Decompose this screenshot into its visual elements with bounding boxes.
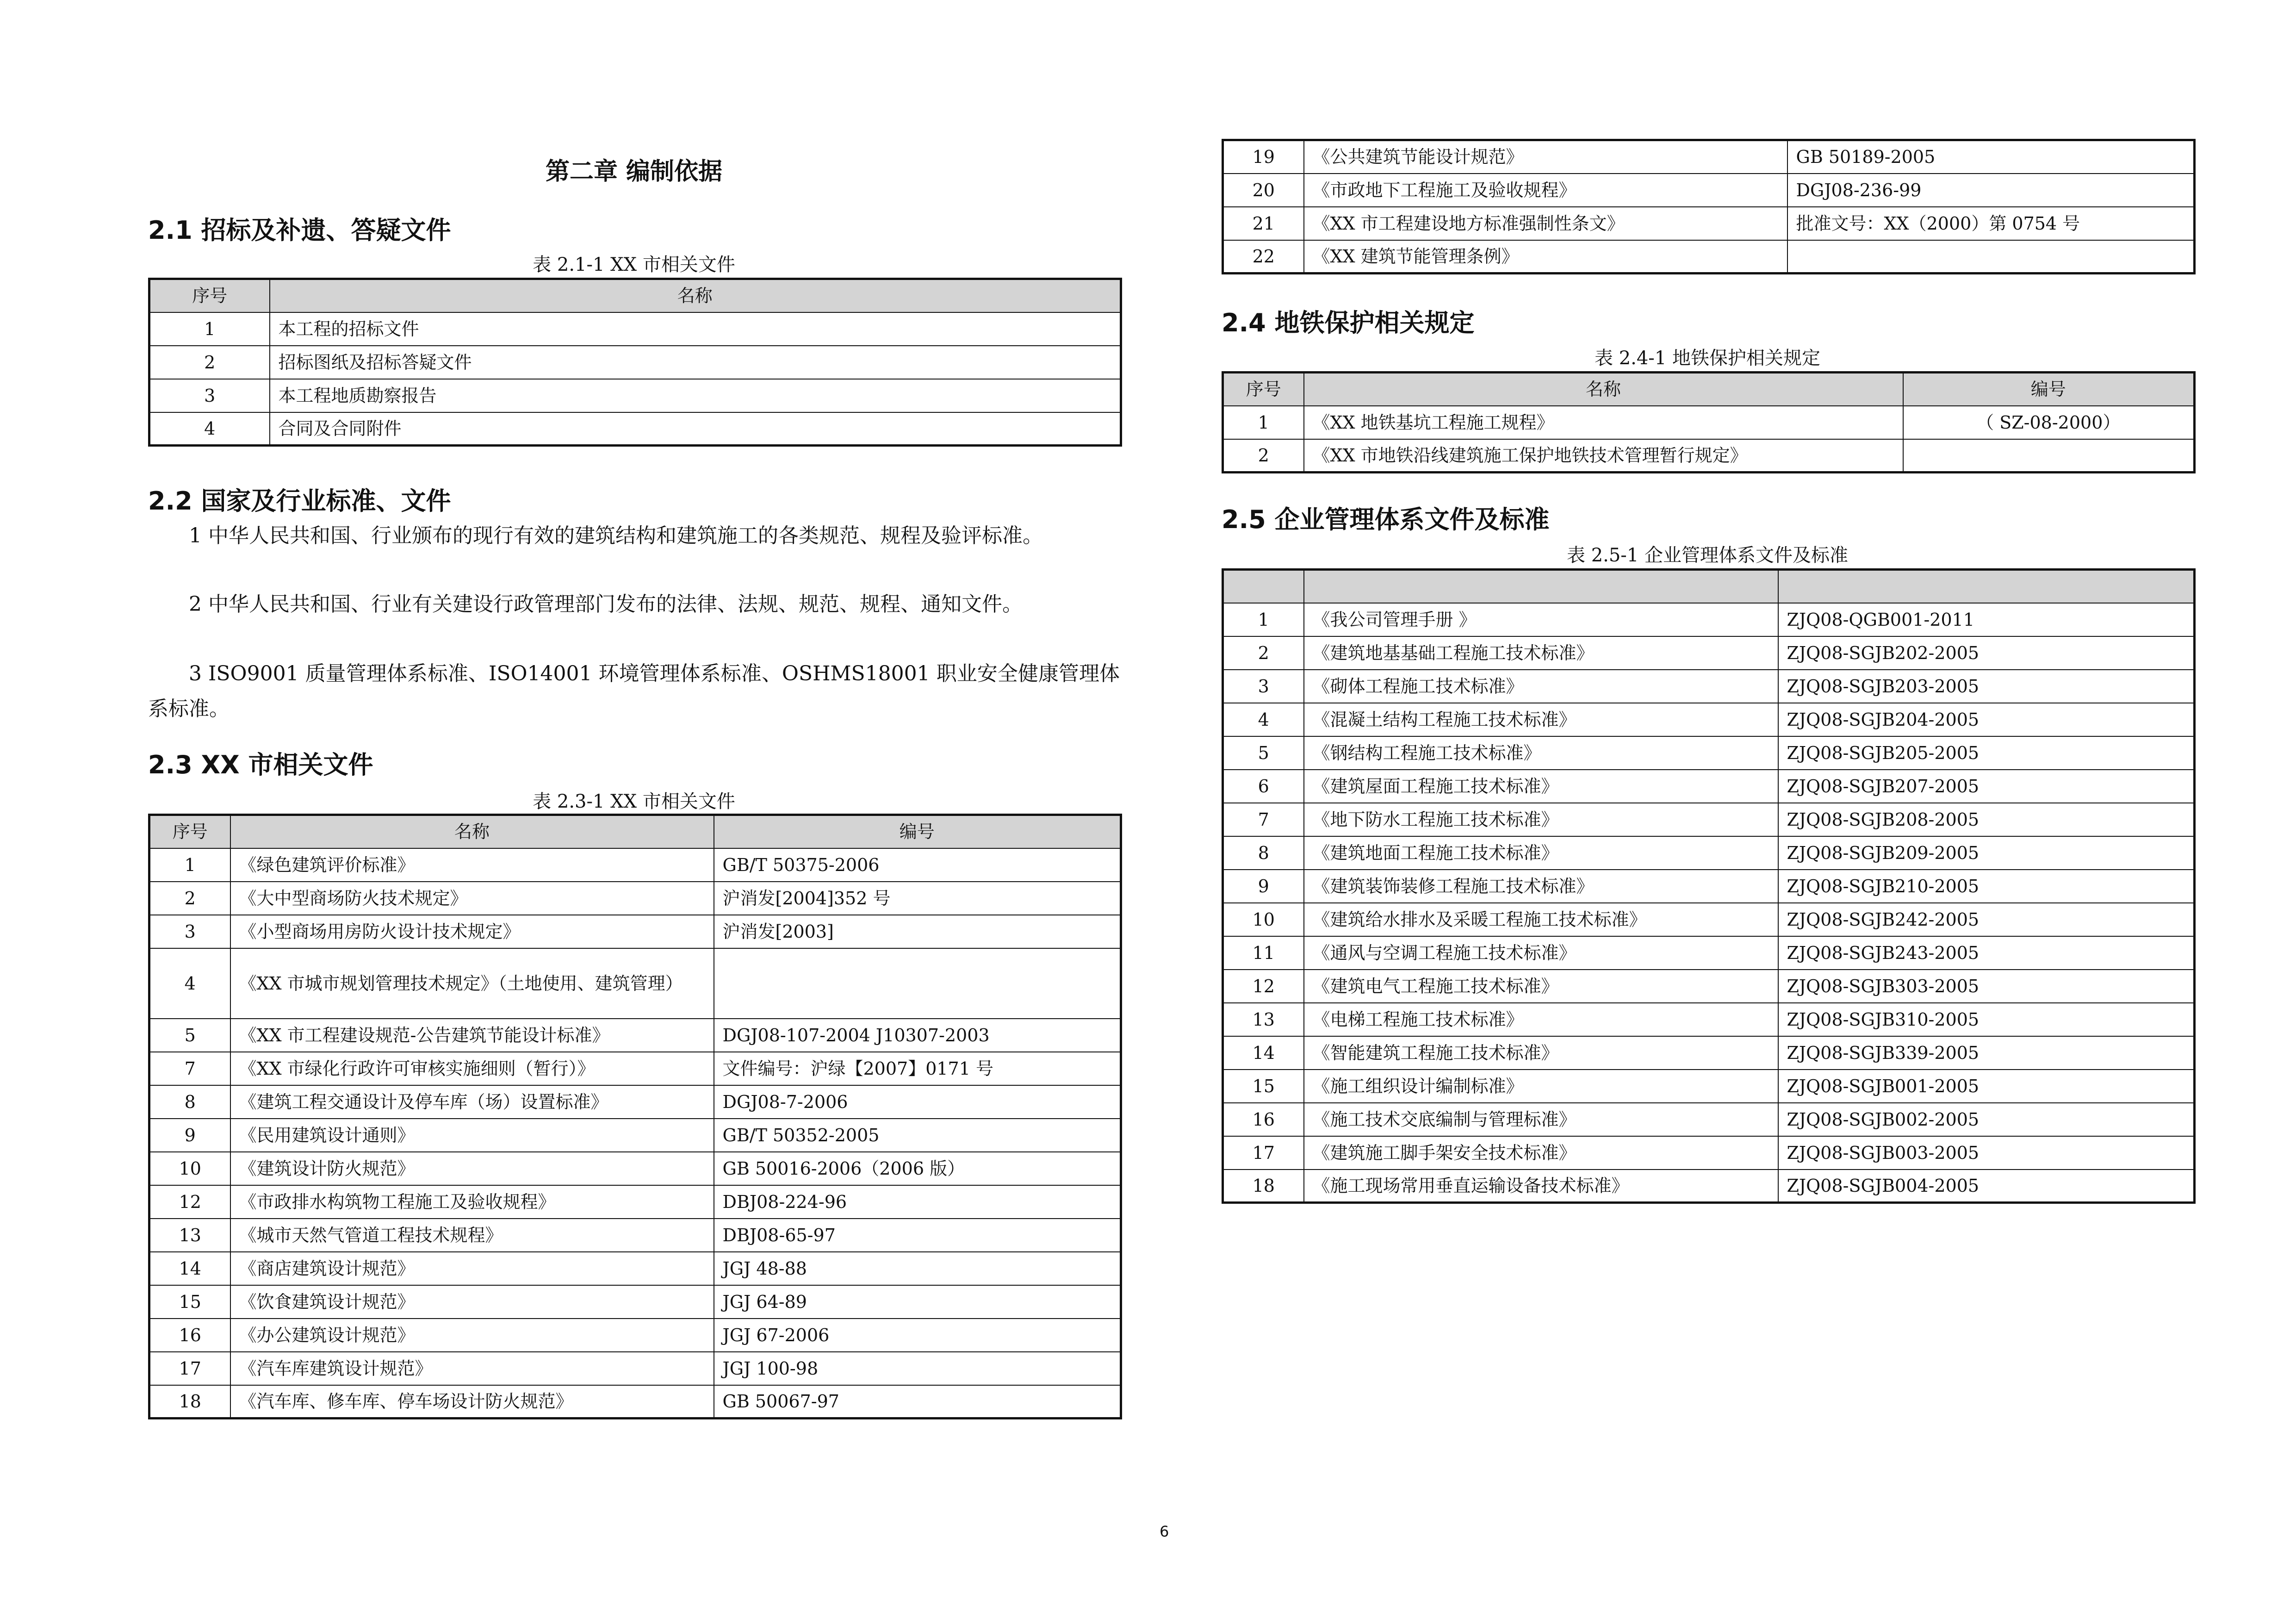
table-row xyxy=(149,948,1121,1019)
cell-index: 7 xyxy=(1223,803,1304,836)
table-row xyxy=(1223,1103,2195,1136)
chapter-title: 第二章 编制依据 xyxy=(545,158,723,186)
cell-code xyxy=(1903,439,2195,473)
cell-index: 18 xyxy=(1223,1170,1304,1203)
table-row xyxy=(1223,936,2195,970)
cell-index: 13 xyxy=(1223,1003,1304,1036)
table-row xyxy=(149,882,1121,915)
cell-name: 《XX 市地铁沿线建筑施工保护地铁技术管理暂行规定》 xyxy=(1304,439,1903,473)
cell-code: ZJQ08-SGJB310-2005 xyxy=(1778,1003,2195,1036)
cell-index: 2 xyxy=(149,882,230,915)
cell-name: 本工程的招标文件 xyxy=(270,312,1121,346)
cell-index: 16 xyxy=(149,1319,230,1352)
cell-name: 《施工技术交底编制与管理标准》 xyxy=(1304,1103,1778,1136)
section-2-1-title: 2.1 招标及补遗、答疑文件 xyxy=(148,216,451,245)
table-row xyxy=(1223,1070,2195,1103)
cell-code: 批准文号：XX（2000）第 0754 号 xyxy=(1787,207,2195,240)
cell-name: 《施工现场常用垂直运输设备技术标准》 xyxy=(1304,1170,1778,1203)
table-row xyxy=(1223,1136,2195,1170)
cell-index: 20 xyxy=(1223,174,1304,207)
cell-code: JGJ 67-2006 xyxy=(714,1319,1121,1352)
table-row xyxy=(1223,836,2195,870)
cell-index: 14 xyxy=(1223,1036,1304,1070)
cell-code: ZJQ08-QGB001-2011 xyxy=(1778,603,2195,636)
cell-index: 17 xyxy=(149,1352,230,1385)
cell-name: 《XX 市工程建设地方标准强制性条文》 xyxy=(1304,207,1787,240)
table-row xyxy=(149,915,1121,948)
table-row xyxy=(1223,970,2195,1003)
cell-index: 10 xyxy=(1223,903,1304,936)
table-row xyxy=(149,1219,1121,1252)
table-row xyxy=(149,1285,1121,1319)
col-header xyxy=(1304,570,1778,603)
cell-name: 《建筑装饰装修工程施工技术标准》 xyxy=(1304,870,1778,903)
table-row xyxy=(149,1052,1121,1085)
table-row xyxy=(1223,1036,2195,1070)
cell-index: 1 xyxy=(149,848,230,882)
cell-index: 21 xyxy=(1223,207,1304,240)
table-row xyxy=(1223,770,2195,803)
col-header xyxy=(1778,570,2195,603)
cell-index: 8 xyxy=(1223,836,1304,870)
cell-name: 《汽车库建筑设计规范》 xyxy=(230,1352,714,1385)
table-row xyxy=(149,1185,1121,1219)
cell-name: 《智能建筑工程施工技术标准》 xyxy=(1304,1036,1778,1070)
table-2-5-1 xyxy=(1222,568,2196,1204)
cell-code: ZJQ08-SGJB205-2005 xyxy=(1778,736,2195,770)
col-header xyxy=(1223,570,1304,603)
table-2-3-1-continued xyxy=(1222,139,2196,274)
table-row xyxy=(149,1252,1121,1285)
cell-name: 本工程地质勘察报告 xyxy=(270,379,1121,412)
cell-index: 2 xyxy=(1223,636,1304,670)
table-row xyxy=(149,848,1121,882)
cell-name: 《建筑工程交通设计及停车库（场）设置标准》 xyxy=(230,1085,714,1119)
cell-index: 18 xyxy=(149,1385,230,1419)
cell-index: 2 xyxy=(1223,439,1304,473)
cell-code: GB/T 50375-2006 xyxy=(714,848,1121,882)
table-header-row xyxy=(149,815,1121,848)
cell-name: 合同及合同附件 xyxy=(270,412,1121,446)
cell-code: DGJ08-236-99 xyxy=(1787,174,2195,207)
cell-index: 17 xyxy=(1223,1136,1304,1170)
table-row xyxy=(1223,803,2195,836)
cell-code: DBJ08-65-97 xyxy=(714,1219,1121,1252)
table-row xyxy=(1223,670,2195,703)
cell-index: 2 xyxy=(149,346,270,379)
cell-index: 10 xyxy=(149,1152,230,1185)
cell-code: ZJQ08-SGJB210-2005 xyxy=(1778,870,2195,903)
cell-index: 1 xyxy=(149,312,270,346)
cell-code: ZJQ08-SGJB203-2005 xyxy=(1778,670,2195,703)
cell-code: 沪消发[2004]352 号 xyxy=(714,882,1121,915)
table-row xyxy=(149,1019,1121,1052)
cell-name: 《小型商场用房防火设计技术规定》 xyxy=(230,915,714,948)
col-header: 名称 xyxy=(270,279,1121,312)
table-row xyxy=(1223,240,2195,274)
table-row xyxy=(149,412,1121,446)
section-2-3-title: 2.3 XX 市相关文件 xyxy=(148,750,373,779)
cell-code: GB 50189-2005 xyxy=(1787,140,2195,174)
cell-index: 19 xyxy=(1223,140,1304,174)
table-row xyxy=(1223,903,2195,936)
cell-code: ZJQ08-SGJB303-2005 xyxy=(1778,970,2195,1003)
cell-code: ZJQ08-SGJB001-2005 xyxy=(1778,1070,2195,1103)
cell-name: 招标图纸及招标答疑文件 xyxy=(270,346,1121,379)
cell-index: 3 xyxy=(149,379,270,412)
table-row xyxy=(1223,870,2195,903)
cell-index: 13 xyxy=(149,1219,230,1252)
table-header-row xyxy=(1223,373,2195,406)
table-row xyxy=(1223,703,2195,736)
table-row xyxy=(149,1085,1121,1119)
cell-code: ZJQ08-SGJB208-2005 xyxy=(1778,803,2195,836)
cell-code: DGJ08-107-2004 J10307-2003 xyxy=(714,1019,1121,1052)
cell-name: 《建筑电气工程施工技术标准》 xyxy=(1304,970,1778,1003)
cell-name: 《XX 地铁基坑工程施工规程》 xyxy=(1304,406,1903,439)
cell-index: 12 xyxy=(149,1185,230,1219)
cell-index: 3 xyxy=(1223,670,1304,703)
cell-index: 11 xyxy=(1223,936,1304,970)
cell-name: 《混凝土结构工程施工技术标准》 xyxy=(1304,703,1778,736)
section-2-4-title: 2.4 地铁保护相关规定 xyxy=(1222,308,1475,337)
col-header: 名称 xyxy=(1304,373,1903,406)
cell-index: 15 xyxy=(1223,1070,1304,1103)
cell-index: 7 xyxy=(149,1052,230,1085)
cell-name: 《施工组织设计编制标准》 xyxy=(1304,1070,1778,1103)
table-row xyxy=(149,312,1121,346)
cell-code: ZJQ08-SGJB243-2005 xyxy=(1778,936,2195,970)
cell-code: GB/T 50352-2005 xyxy=(714,1119,1121,1152)
cell-name: 《办公建筑设计规范》 xyxy=(230,1319,714,1352)
cell-code xyxy=(1787,240,2195,274)
cell-index: 4 xyxy=(149,948,230,1019)
table-row xyxy=(1223,603,2195,636)
cell-code: GB 50016-2006（2006 版） xyxy=(714,1152,1121,1185)
cell-code: JGJ 64-89 xyxy=(714,1285,1121,1319)
table-row xyxy=(1223,1170,2195,1203)
col-header: 编号 xyxy=(714,815,1121,848)
table-2-4-1-caption: 表 2.4-1 地铁保护相关规定 xyxy=(1594,348,1820,369)
cell-name: 《建筑施工脚手架安全技术标准》 xyxy=(1304,1136,1778,1170)
cell-name: 《市政地下工程施工及验收规程》 xyxy=(1304,174,1787,207)
cell-code: ZJQ08-SGJB207-2005 xyxy=(1778,770,2195,803)
cell-index: 3 xyxy=(149,915,230,948)
cell-name: 《XX 市工程建设规范-公告建筑节能设计标准》 xyxy=(230,1019,714,1052)
cell-index: 5 xyxy=(1223,736,1304,770)
table-header-row xyxy=(1223,570,2195,603)
cell-name: 《商店建筑设计规范》 xyxy=(230,1252,714,1285)
cell-code: ZJQ08-SGJB242-2005 xyxy=(1778,903,2195,936)
cell-name: 《XX 市城市规划管理技术规定》（土地使用、建筑管理） xyxy=(230,948,714,1019)
cell-index: 1 xyxy=(1223,406,1304,439)
cell-name: 《公共建筑节能设计规范》 xyxy=(1304,140,1787,174)
cell-code: ZJQ08-SGJB002-2005 xyxy=(1778,1103,2195,1136)
cell-name: 《市政排水构筑物工程施工及验收规程》 xyxy=(230,1185,714,1219)
cell-name: 《建筑屋面工程施工技术标准》 xyxy=(1304,770,1778,803)
cell-code: ZJQ08-SGJB204-2005 xyxy=(1778,703,2195,736)
cell-name: 《砌体工程施工技术标准》 xyxy=(1304,670,1778,703)
cell-name: 《建筑给水排水及采暖工程施工技术标准》 xyxy=(1304,903,1778,936)
cell-name: 《城市天然气管道工程技术规程》 xyxy=(230,1219,714,1252)
table-2-3-1 xyxy=(148,814,1122,1419)
cell-name: 《建筑地基基础工程施工技术标准》 xyxy=(1304,636,1778,670)
paragraph-3: 3 ISO9001 质量管理体系标准、ISO14001 环境管理体系标准、OSHMS18001 职业安全健康管理体系标准。 xyxy=(148,662,1120,721)
cell-index: 4 xyxy=(149,412,270,446)
paragraph-1: 1 中华人民共和国、行业颁布的现行有效的建筑结构和建筑施工的各类规范、规程及验评标准。 xyxy=(189,524,1043,548)
cell-index: 14 xyxy=(149,1252,230,1285)
table-row xyxy=(149,1385,1121,1419)
cell-code: ZJQ08-SGJB003-2005 xyxy=(1778,1136,2195,1170)
table-2-3-1-caption: 表 2.3-1 XX 市相关文件 xyxy=(533,791,735,812)
table-row xyxy=(1223,1003,2195,1036)
table-2-4-1 xyxy=(1222,371,2196,473)
section-2-2-title: 2.2 国家及行业标准、文件 xyxy=(148,486,451,516)
cell-index: 4 xyxy=(1223,703,1304,736)
cell-index: 1 xyxy=(1223,603,1304,636)
cell-index: 9 xyxy=(1223,870,1304,903)
table-row xyxy=(149,1352,1121,1385)
cell-name: 《电梯工程施工技术标准》 xyxy=(1304,1003,1778,1036)
table-row xyxy=(1223,439,2195,473)
cell-code: JGJ 100-98 xyxy=(714,1352,1121,1385)
section-2-5-title: 2.5 企业管理体系文件及标准 xyxy=(1222,505,1550,534)
cell-index: 16 xyxy=(1223,1103,1304,1136)
cell-code: ZJQ08-SGJB339-2005 xyxy=(1778,1036,2195,1070)
cell-name: 《大中型商场防火技术规定》 xyxy=(230,882,714,915)
cell-code: DGJ08-7-2006 xyxy=(714,1085,1121,1119)
table-row xyxy=(149,1152,1121,1185)
cell-name: 《通风与空调工程施工技术标准》 xyxy=(1304,936,1778,970)
cell-name: 《绿色建筑评价标准》 xyxy=(230,848,714,882)
cell-index: 8 xyxy=(149,1085,230,1119)
cell-index: 15 xyxy=(149,1285,230,1319)
cell-name: 《建筑地面工程施工技术标准》 xyxy=(1304,836,1778,870)
cell-index: 12 xyxy=(1223,970,1304,1003)
table-row xyxy=(1223,736,2195,770)
cell-code: GB 50067-97 xyxy=(714,1385,1121,1419)
cell-name: 《XX 市绿化行政许可审核实施细则（暂行）》 xyxy=(230,1052,714,1085)
col-header: 序号 xyxy=(1223,373,1304,406)
table-row xyxy=(149,1119,1121,1152)
cell-code: ZJQ08-SGJB202-2005 xyxy=(1778,636,2195,670)
cell-name: 《建筑设计防火规范》 xyxy=(230,1152,714,1185)
cell-index: 6 xyxy=(1223,770,1304,803)
cell-name: 《XX 建筑节能管理条例》 xyxy=(1304,240,1787,274)
cell-code: （ SZ-08-2000） xyxy=(1903,406,2195,439)
cell-code: JGJ 48-88 xyxy=(714,1252,1121,1285)
cell-index: 5 xyxy=(149,1019,230,1052)
col-header: 序号 xyxy=(149,815,230,848)
table-row xyxy=(1223,406,2195,439)
cell-name: 《饮食建筑设计规范》 xyxy=(230,1285,714,1319)
cell-index: 22 xyxy=(1223,240,1304,274)
cell-name: 《汽车库、修车库、停车场设计防火规范》 xyxy=(230,1385,714,1419)
cell-code: 沪消发[2003] xyxy=(714,915,1121,948)
cell-code xyxy=(714,948,1121,1019)
table-row xyxy=(1223,636,2195,670)
table-2-1-1-caption: 表 2.1-1 XX 市相关文件 xyxy=(533,254,735,275)
table-2-1-1 xyxy=(148,278,1122,447)
table-header-row xyxy=(149,279,1121,312)
cell-name: 《地下防水工程施工技术标准》 xyxy=(1304,803,1778,836)
cell-code: ZJQ08-SGJB209-2005 xyxy=(1778,836,2195,870)
table-row xyxy=(1223,140,2195,174)
cell-name: 《我公司管理手册 》 xyxy=(1304,603,1778,636)
page-number: 6 xyxy=(1160,1523,1169,1540)
table-row xyxy=(1223,174,2195,207)
cell-code: DBJ08-224-96 xyxy=(714,1185,1121,1219)
table-row xyxy=(149,1319,1121,1352)
cell-index: 9 xyxy=(149,1119,230,1152)
col-header: 序号 xyxy=(149,279,270,312)
cell-name: 《钢结构工程施工技术标准》 xyxy=(1304,736,1778,770)
table-2-5-1-caption: 表 2.5-1 企业管理体系文件及标准 xyxy=(1566,545,1848,566)
cell-name: 《民用建筑设计通则》 xyxy=(230,1119,714,1152)
col-header: 编号 xyxy=(1903,373,2195,406)
paragraph-2: 2 中华人民共和国、行业有关建设行政管理部门发布的法律、法规、规范、规程、通知文件。 xyxy=(189,592,1023,616)
table-row xyxy=(1223,207,2195,240)
cell-code: ZJQ08-SGJB004-2005 xyxy=(1778,1170,2195,1203)
col-header: 名称 xyxy=(230,815,714,848)
table-row xyxy=(149,379,1121,412)
table-row xyxy=(149,346,1121,379)
cell-code: 文件编号：沪绿【2007】0171 号 xyxy=(714,1052,1121,1085)
